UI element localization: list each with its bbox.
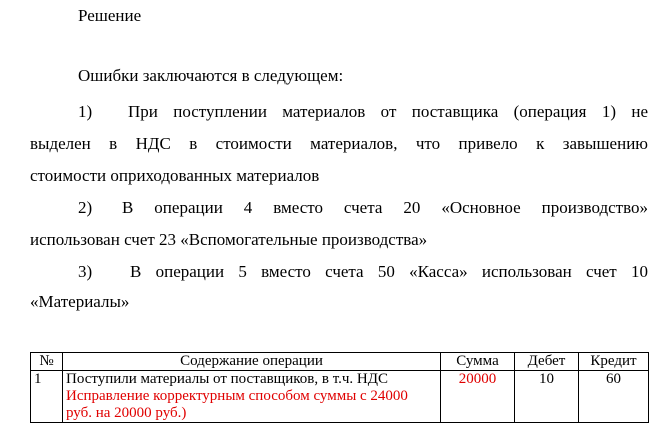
error-1-line-3: стоимости оприходованных материалов — [30, 166, 320, 185]
error-3-line-1: В операции 5 вместо счета 50 «Касса» использован счет 10 — [130, 262, 648, 281]
header-debit: Дебет — [515, 353, 579, 371]
row-number: 1 — [31, 371, 63, 423]
error-2-marker: 2) — [78, 198, 93, 217]
error-3-marker: 3) — [78, 262, 93, 281]
error-1-line-1: При поступлении материалов от поставщика (операция 1) не — [128, 102, 648, 121]
error-3-line-2: «Материалы» — [30, 292, 130, 311]
error-2-line-1: В операции 4 вместо счета 20 «Основное производство» — [122, 198, 648, 217]
error-2-line-2: использован счет 23 «Вспомогательные производства» — [30, 230, 428, 249]
row-correction-note: Исправление корректурным способом суммы с 24000 руб. на 20000 руб.) — [66, 388, 408, 421]
header-description: Содержание операции — [63, 353, 441, 371]
row-amount: 20000 — [441, 371, 515, 423]
error-1-line-2: выделен в НДС в стоимости материалов, что привело к завышению — [30, 134, 648, 153]
row-description-cell — [63, 371, 441, 423]
header-amount: Сумма — [441, 353, 515, 371]
error-1-marker: 1) — [78, 102, 93, 121]
errors-intro: Ошибки заключаются в следующем: — [78, 66, 344, 85]
solution-heading: Решение — [78, 6, 142, 25]
row-credit: 60 — [579, 371, 649, 423]
row-debit: 10 — [515, 371, 579, 423]
row-description: Поступили материалы от поставщиков, в т.ч. НДС — [66, 371, 388, 387]
table-header-row — [31, 353, 649, 371]
operations-table — [30, 352, 649, 423]
table-row — [31, 371, 649, 423]
header-number: № — [31, 353, 63, 371]
header-credit: Кредит — [579, 353, 649, 371]
